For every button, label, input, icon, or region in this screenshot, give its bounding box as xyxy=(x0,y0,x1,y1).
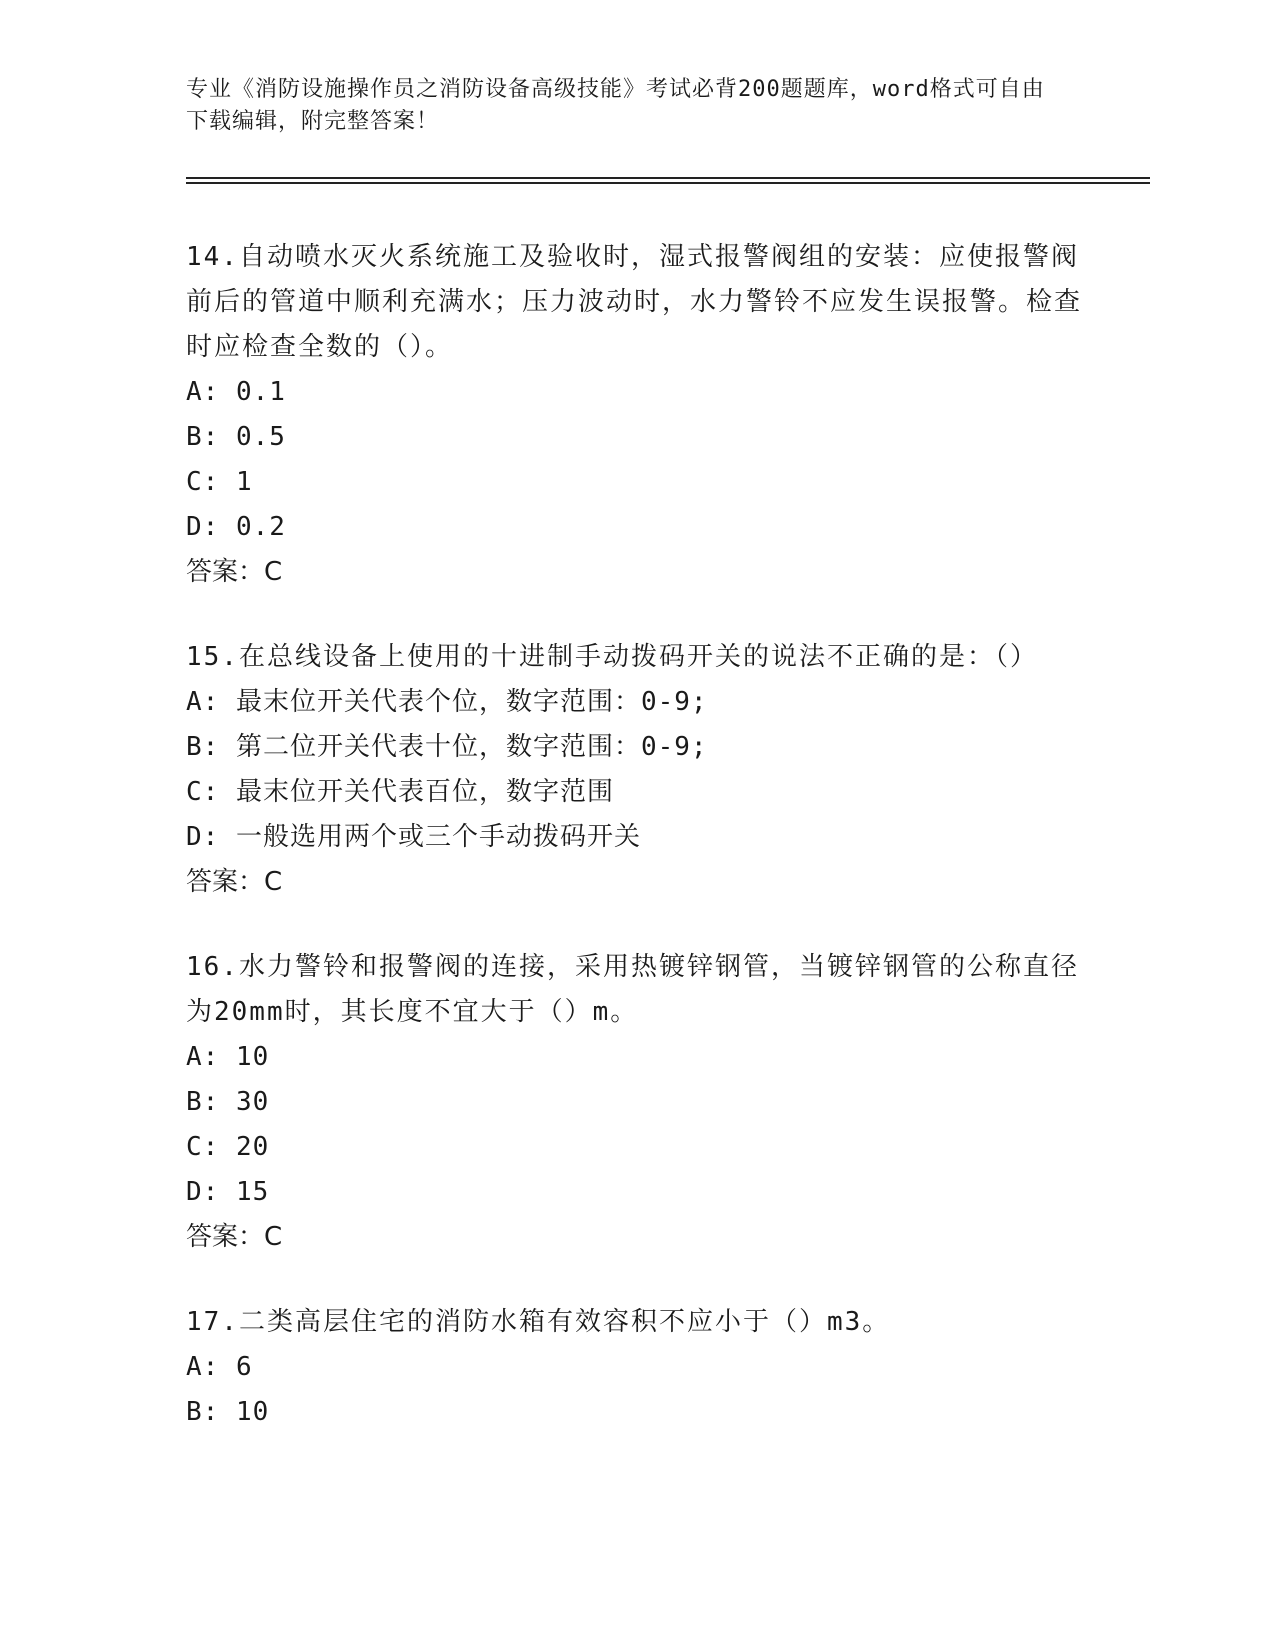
answer-label: 答案：C xyxy=(186,557,283,587)
question-16 xyxy=(186,945,1086,1260)
option-d: D: 一般选用两个或三个手动拨码开关 xyxy=(186,822,641,852)
header-divider-bottom xyxy=(186,182,1150,184)
question-15 xyxy=(186,635,1086,905)
option-a: A: 0.1 xyxy=(186,377,286,407)
option-d: D: 15 xyxy=(186,1177,270,1207)
question-list xyxy=(186,235,1086,1475)
question-17 xyxy=(186,1300,1086,1435)
option-b: B: 30 xyxy=(186,1087,270,1117)
question-stem: 16.水力警铃和报警阀的连接，采用热镀锌钢管，当镀锌钢管的公称直径为20mm时，其长度不宜大于（）m。 xyxy=(186,952,1079,1027)
option-c: C: 20 xyxy=(186,1132,270,1162)
option-b: B: 0.5 xyxy=(186,422,286,452)
answer-label: 答案：C xyxy=(186,867,283,897)
option-a: A: 10 xyxy=(186,1042,270,1072)
option-c: C: 最末位开关代表百位，数字范围 xyxy=(186,777,614,807)
document-header: 专业《消防设施操作员之消防设备高级技能》考试必背200题题库，word格式可自由下载编辑，附完整答案！ xyxy=(186,77,1045,134)
option-d: D: 0.2 xyxy=(186,512,286,542)
header-divider-top xyxy=(186,177,1150,179)
option-a: A: 6 xyxy=(186,1352,253,1382)
question-stem: 17.二类高层住宅的消防水箱有效容积不应小于（）m3。 xyxy=(186,1307,891,1337)
question-stem: 15.在总线设备上使用的十进制手动拨码开关的说法不正确的是：（） xyxy=(186,642,1038,672)
question-14 xyxy=(186,235,1086,595)
option-c: C: 1 xyxy=(186,467,253,497)
option-b: B: 10 xyxy=(186,1397,270,1427)
option-a: A: 最末位开关代表个位，数字范围：0-9; xyxy=(186,687,708,717)
question-stem: 14.自动喷水灭火系统施工及验收时，湿式报警阀组的安装：应使报警阀前后的管道中顺利充满水；压力波动时，水力警铃不应发生误报警。检查时应检查全数的（）。 xyxy=(186,242,1083,362)
option-b: B: 第二位开关代表十位，数字范围：0-9; xyxy=(186,732,708,762)
answer-label: 答案：C xyxy=(186,1222,283,1252)
